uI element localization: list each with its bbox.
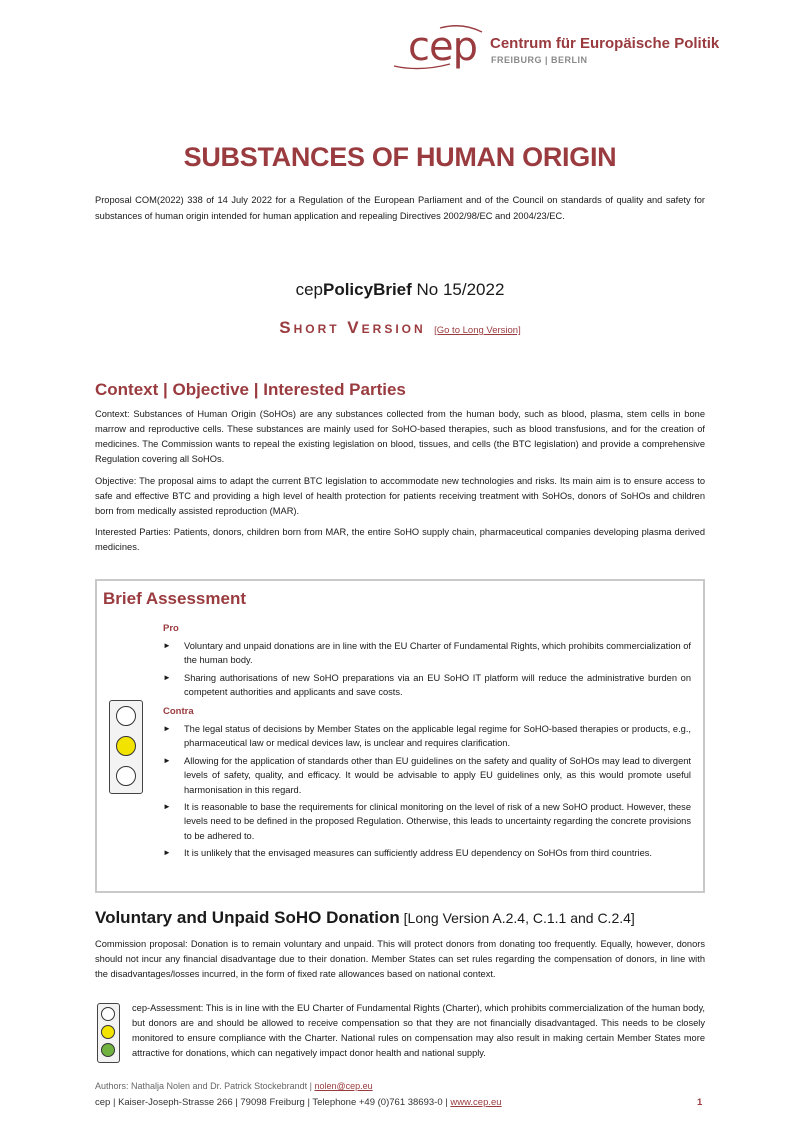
- bullet-arrow-icon: ►: [163, 724, 171, 733]
- brief-issue: No 15/2022: [411, 280, 505, 299]
- email-link[interactable]: nolen@cep.eu: [314, 1081, 373, 1091]
- chapter-reference: [Long Version A.2.4, C.1.1 and C.2.4]: [399, 910, 635, 926]
- list-item: [163, 846, 691, 860]
- pro-label: Pro: [163, 623, 179, 634]
- bullet-arrow-icon: ►: [163, 755, 171, 765]
- proposal-text: Proposal COM(2022) 338 of 14 July 2022 for a Regulation of the European Parliament and of the Council on standards of quality and safety for substances of human origin intended for human application and repealing Directives 2002/98/EC and 2004/23/EC.: [95, 195, 705, 221]
- traffic-light-icon: [109, 700, 143, 794]
- light-middle: [101, 1025, 115, 1039]
- light-bottom: [116, 766, 136, 786]
- org-name: Centrum für Europäische Politik: [490, 35, 720, 52]
- objective-paragraph: Objective: The proposal aims to adapt the current BTC legislation to accommodate new technologies and risks. Its main aim is to ensure access to safe and effective BTC and providing a high level of health protection for patients receiving treatment with SoHOs, donors of SoHOs and children born from medically assisted reproduction (MAR).: [95, 476, 705, 516]
- context-heading: Context | Objective | Interested Parties: [95, 380, 406, 399]
- brief-name: PolicyBrief: [322, 280, 412, 299]
- light-bottom: [101, 1043, 115, 1057]
- contra-text: Allowing for the application of standards other than EU guidelines on the safety and quality of SoHOs may lead to divergent levels of safety, quality, and efficacy. It would be advisable to apply EU guidelines only, as this would promote useful harmonisation in this regard.: [184, 755, 691, 795]
- list-item: [163, 639, 691, 668]
- cep-logo: [390, 22, 720, 72]
- cep-assessment-paragraph: cep-Assessment: This is in line with the EU Charter of Fundamental Rights (Charter), which prohibits commercialization of the human body, but donors are and should be allowed to receive compensation so that they are not financially disadvantaged. This needs to be closely monitored to ensure compliance with the Charter. National rules on compensation may also result in making certain Member States more attractive for donations, which can negatively impact donor health and national supply.: [132, 1003, 705, 1058]
- list-item: [163, 754, 691, 797]
- authors-text: Authors: Nathalja Nolen and Dr. Patrick Stockebrandt |: [95, 1081, 315, 1091]
- contra-list: [163, 722, 691, 864]
- long-version-link[interactable]: [Go to Long Version]: [434, 325, 521, 336]
- traffic-light-small-icon: [97, 1003, 120, 1063]
- brief-assessment-box: [95, 579, 705, 893]
- brief-number: [0, 280, 800, 300]
- list-item: [163, 671, 691, 700]
- footer-contact: [95, 1097, 502, 1108]
- light-middle: [116, 736, 136, 756]
- contra-text: It is reasonable to base the requirements for clinical monitoring on the level of risk of a new SoHO product. However, these levels need to be defined in the proposed Regulation. Otherwise, this leads to uncertainty regarding the concrete provisions to be adhered to.: [184, 802, 691, 841]
- commission-proposal-paragraph: Commission proposal: Donation is to remain voluntary and unpaid. This will protect donors from donating too frequently. Equally, however, donors should not incur any financial disadvantage due to their donation. Member States can set rules regarding the compensation of donors, in line with the disadvantages/losses incurred, in the form of fixed rate allowances based on national context.: [95, 939, 705, 979]
- org-locations: FREIBURG | BERLIN: [491, 55, 588, 65]
- context-paragraph: Context: Substances of Human Origin (SoHOs) are any substances collected from the human body, such as blood, plasma, stem cells in bone marrow and reproductive cells. These substances are mainly used for SoHO-based therapies, such as blood transfusions, and for the creation of medicines. The Commission wants to repeal the existing legislation on blood, tissues, and cells (the BTC legislation) and provide a comprehensive Regulation covering all SoHOs.: [95, 409, 705, 464]
- short-version-heading: [0, 318, 800, 338]
- light-top: [116, 706, 136, 726]
- bullet-arrow-icon: ►: [163, 641, 171, 650]
- contra-text: The legal status of decisions by Member States on the applicable legal regime for SoHO-based therapies or products, e.g., pharmaceutical law or medical devices law, is unclear and requires clarification.: [184, 724, 691, 749]
- list-item: [163, 800, 691, 843]
- footer-authors: [95, 1081, 373, 1091]
- pro-text: Voluntary and unpaid donations are in line with the EU Charter of Fundamental Rights, which prohibits commercialization of the human body.: [184, 641, 691, 666]
- bullet-arrow-icon: ►: [163, 672, 171, 682]
- website-link[interactable]: www.cep.eu: [450, 1097, 502, 1108]
- list-item: [163, 722, 691, 751]
- page-number: 1: [697, 1097, 703, 1108]
- page-title: SUBSTANCES OF HUMAN ORIGIN: [183, 142, 617, 172]
- pro-list: [163, 639, 691, 703]
- brief-prefix: cep: [295, 280, 323, 299]
- contra-label: Contra: [163, 706, 194, 717]
- pro-text: Sharing authorisations of new SoHO preparations via an EU SoHO IT platform will reduce the administrative burden on competent authorities and applicants and save costs.: [184, 672, 691, 698]
- chapter-title: Voluntary and Unpaid SoHO Donation: [95, 908, 400, 927]
- interested-parties-paragraph: Interested Parties: Patients, donors, children born from MAR, the entire SoHO supply chain, pharmaceutical companies developing plasma derived medicines.: [95, 527, 705, 552]
- bullet-arrow-icon: ►: [163, 802, 171, 812]
- contra-text: It is unlikely that the envisaged measures can sufficiently address EU dependency on SoHOs from third countries.: [184, 848, 653, 859]
- chapter-heading: [95, 908, 635, 928]
- light-top: [101, 1007, 115, 1021]
- logo-word: cep: [408, 24, 477, 70]
- short-version-title: Short Version: [279, 318, 426, 337]
- assessment-heading: Brief Assessment: [103, 589, 246, 608]
- bullet-arrow-icon: ►: [163, 848, 171, 858]
- address-text: cep | Kaiser-Joseph-Strasse 266 | 79098 Freiburg | Telephone +49 (0)761 38693-0 |: [95, 1097, 451, 1108]
